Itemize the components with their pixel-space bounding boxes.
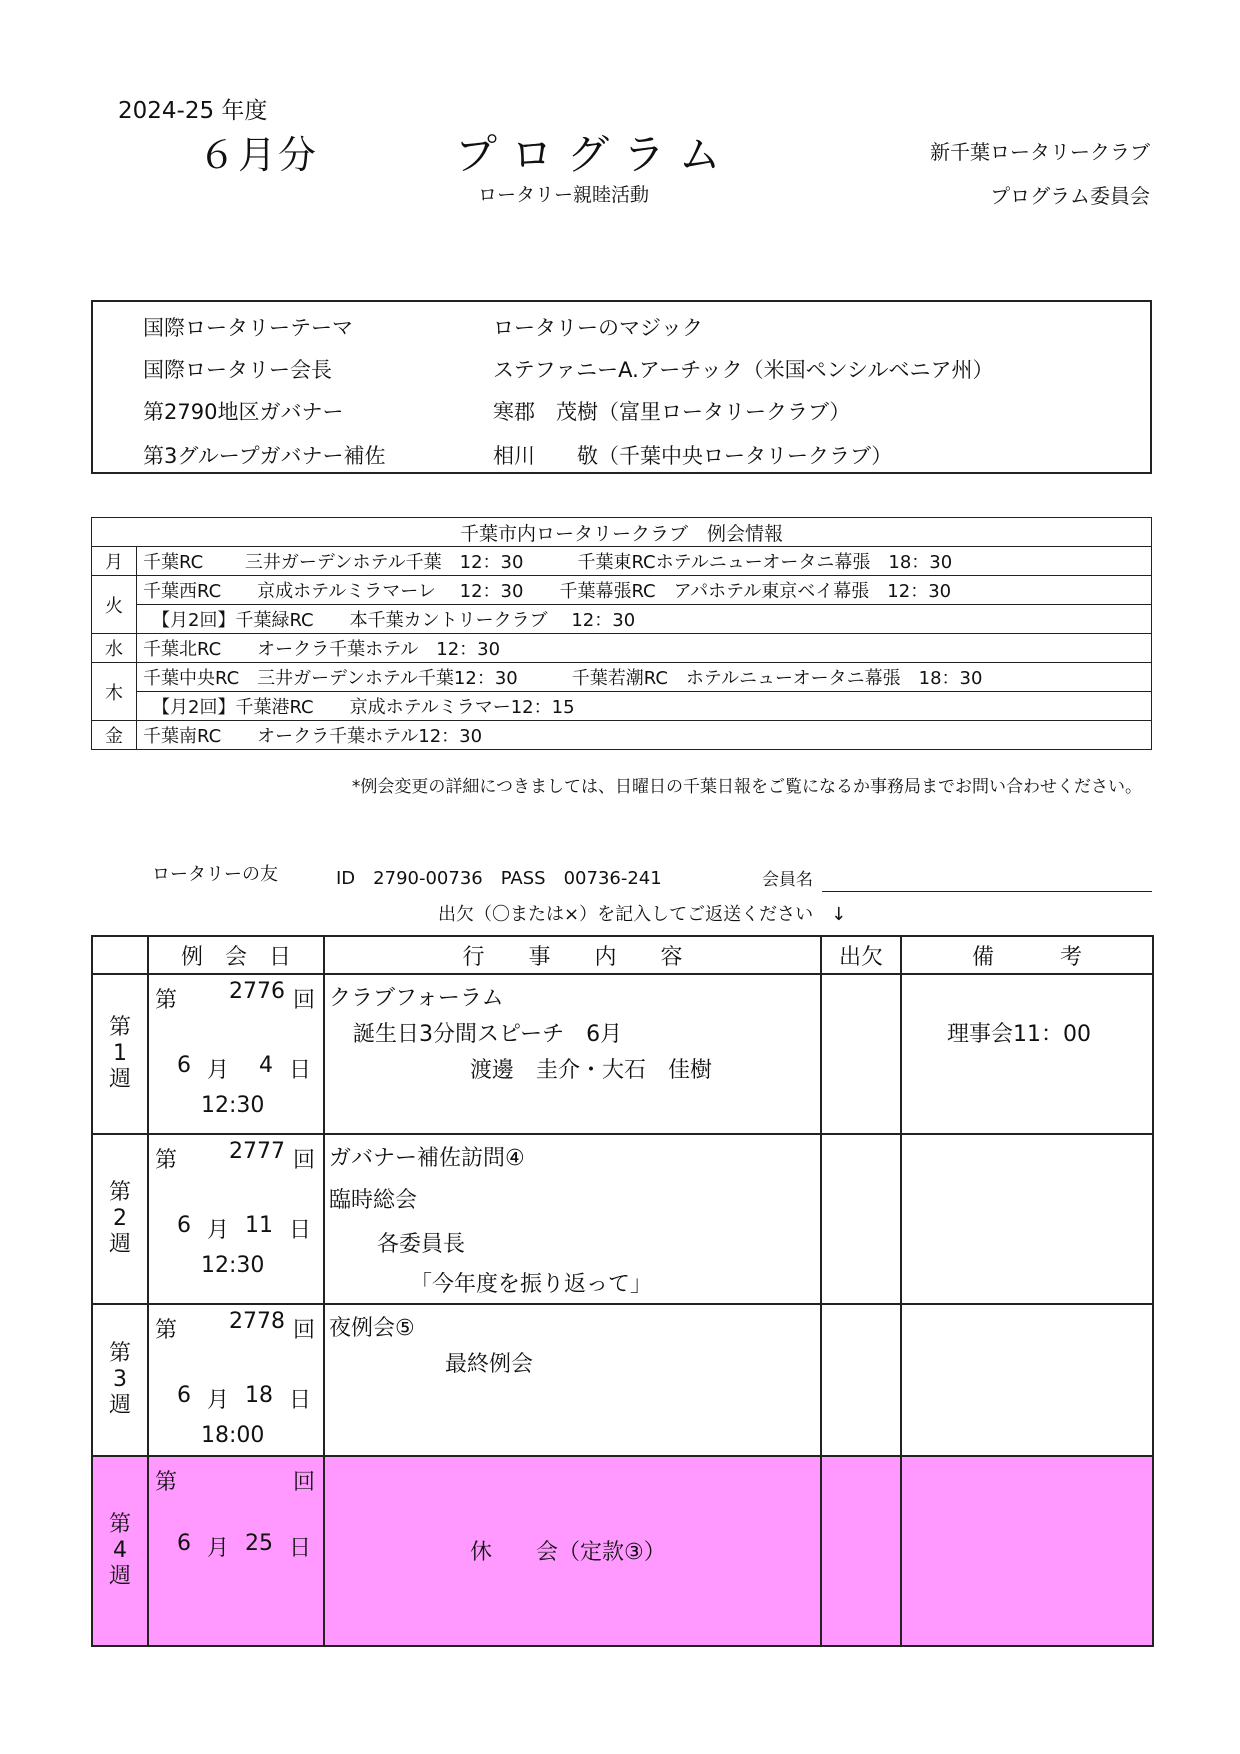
theme-key: 第3グループガバナー補佐	[143, 444, 386, 468]
week-number: 4	[113, 1538, 127, 1563]
attendance-cell[interactable]	[821, 974, 901, 1134]
event-content-cell	[324, 1304, 821, 1456]
event-content-cell	[324, 1456, 821, 1646]
page-subtitle: ロータリー親睦活動	[478, 184, 650, 206]
dai-char: 第	[155, 1148, 178, 1173]
meeting-cell: 千葉RC 三井ガーデンホテル千葉 12：30 千葉東RCホテルニューオータニ幕張 18：30	[137, 547, 1152, 576]
meeting-cell: 千葉南RC オークラ千葉ホテル12：30	[137, 721, 1152, 750]
week-char: 週	[108, 1393, 131, 1418]
meeting-month: 6	[177, 1053, 191, 1078]
meeting-time: 12:30	[201, 1253, 265, 1278]
meeting-date-cell	[148, 974, 324, 1134]
theme-key: 第2790地区ガバナー	[143, 400, 344, 424]
week-char: 第	[108, 1512, 131, 1537]
table-row	[92, 663, 1152, 692]
meeting-cell: 【月2回】千葉緑RC 本千葉カントリークラブ 12：30	[137, 605, 1152, 634]
week-char: 週	[108, 1232, 131, 1257]
theme-value: ロータリーのマジック	[493, 316, 703, 340]
meeting-month: 6	[177, 1531, 191, 1556]
kai-char: 回	[292, 1470, 315, 1495]
committee-name: プログラム委員会	[990, 184, 1150, 208]
meeting-day: 4	[259, 1053, 273, 1078]
event-item: ガバナー補佐訪問④	[329, 1146, 525, 1171]
nichi-char: 日	[288, 1388, 311, 1413]
week-char: 週	[108, 1067, 131, 1092]
table-row	[92, 576, 1152, 605]
table-row	[92, 605, 1152, 634]
schedule-table	[91, 935, 1154, 1647]
theme-key: 国際ロータリーテーマ	[143, 316, 353, 340]
meeting-note: *例会変更の詳細につきましては、日曜日の千葉日報をご覧になるか事務局までお問い合わせください。	[351, 777, 1142, 797]
theme-key: 国際ロータリー会長	[143, 358, 332, 382]
theme-row	[143, 440, 892, 470]
meeting-number: 2778	[229, 1309, 285, 1334]
table-row	[92, 974, 1153, 1134]
theme-value: 寒郡 茂樹（富里ロータリークラブ）	[493, 400, 851, 424]
meeting-day: 11	[245, 1213, 273, 1238]
nichi-char: 日	[288, 1058, 311, 1083]
event-item: 臨時総会	[329, 1188, 418, 1213]
remarks-cell	[901, 1134, 1153, 1304]
week-char: 週	[108, 1564, 131, 1589]
theme-row	[143, 312, 703, 342]
weekday-cell: 火	[92, 576, 137, 634]
event-item: 渡邊 圭介・大石 佳樹	[470, 1058, 713, 1083]
table-row	[92, 692, 1152, 721]
meeting-date-cell	[148, 1456, 324, 1646]
kai-char: 回	[292, 988, 315, 1013]
week-char: 第	[108, 1341, 131, 1366]
remarks-header: 備 考	[901, 936, 1153, 974]
attendance-cell[interactable]	[821, 1456, 901, 1646]
meeting-time: 12:30	[201, 1093, 265, 1118]
fiscal-year: 2024-25 年度	[118, 98, 268, 124]
weekday-cell: 金	[92, 721, 137, 750]
event-item: 誕生日3分間スピーチ 6月	[353, 1022, 623, 1047]
club-name: 新千葉ロータリークラブ	[930, 140, 1150, 164]
weekday-cell: 月	[92, 547, 137, 576]
attendance-header: 出欠	[821, 936, 901, 974]
theme-value: ステファニーA.アーチック（米国ペンシルベニア州）	[493, 358, 994, 382]
table-row	[92, 1304, 1153, 1456]
kai-char: 回	[292, 1148, 315, 1173]
meeting-month: 6	[177, 1213, 191, 1238]
event-item: 夜例会⑤	[329, 1316, 415, 1341]
meeting-cell: 【月2回】千葉港RC 京成ホテルミラマー12：15	[137, 692, 1152, 721]
attendance-instruction: 出欠（〇または×）を記入してご返送ください ↓	[438, 904, 847, 925]
remarks-text: 理事会11：00	[947, 1022, 1091, 1047]
week-label	[92, 1134, 148, 1304]
week-header	[92, 936, 148, 974]
table-row	[92, 634, 1152, 663]
table-row	[92, 1456, 1153, 1646]
event-content-cell	[324, 974, 821, 1134]
meeting-info-title: 千葉市内ロータリークラブ 例会情報	[92, 518, 1152, 547]
weekday-cell: 木	[92, 663, 137, 721]
remarks-cell	[901, 1456, 1153, 1646]
week-label	[92, 1456, 148, 1646]
meeting-date-cell	[148, 1304, 324, 1456]
member-name-field[interactable]	[822, 891, 1152, 892]
attendance-cell[interactable]	[821, 1304, 901, 1456]
month-label: ６月分	[198, 133, 319, 177]
kai-char: 回	[292, 1318, 315, 1343]
nichi-char: 日	[288, 1536, 311, 1561]
meeting-date-cell	[148, 1134, 324, 1304]
dai-char: 第	[155, 1318, 178, 1343]
page-title: プログラム	[455, 130, 735, 179]
event-item: クラブフォーラム	[329, 986, 504, 1011]
week-char: 第	[108, 1180, 131, 1205]
member-name-label: 会員名	[762, 870, 813, 890]
week-label	[92, 974, 148, 1134]
table-row	[92, 547, 1152, 576]
date-header: 例 会 日	[148, 936, 324, 974]
event-item: 「今年度を振り返って」	[410, 1272, 653, 1297]
rotary-friend-label: ロータリーの友	[152, 864, 278, 885]
week-char: 第	[108, 1015, 131, 1040]
weekday-cell: 水	[92, 634, 137, 663]
attendance-cell[interactable]	[821, 1134, 901, 1304]
remarks-cell	[901, 1304, 1153, 1456]
meeting-info-table	[91, 517, 1152, 750]
theme-box	[91, 300, 1152, 474]
theme-row	[143, 354, 994, 384]
theme-value: 相川 敬（千葉中央ロータリークラブ）	[493, 444, 893, 468]
meeting-cell: 千葉北RC オークラ千葉ホテル 12：30	[137, 634, 1152, 663]
dai-char: 第	[155, 988, 178, 1013]
meeting-number: 2777	[229, 1139, 285, 1164]
gatsu-char: 月	[207, 1218, 230, 1243]
remarks-cell	[901, 974, 1153, 1134]
meeting-month: 6	[177, 1383, 191, 1408]
event-item: 最終例会	[445, 1352, 534, 1377]
rotary-friend-credentials: ID 2790-00736 PASS 00736-241	[336, 868, 662, 889]
event-item: 各委員長	[377, 1232, 466, 1257]
table-row	[92, 721, 1152, 750]
week-label	[92, 1304, 148, 1456]
gatsu-char: 月	[207, 1058, 230, 1083]
meeting-number: 2776	[229, 979, 285, 1004]
gatsu-char: 月	[207, 1388, 230, 1413]
content-header: 行 事 内 容	[324, 936, 821, 974]
meeting-cell: 千葉西RC 京成ホテルミラマーレ 12：30 千葉幕張RC アパホテル東京ベイ幕張 12：30	[137, 576, 1152, 605]
meeting-day: 18	[245, 1383, 273, 1408]
theme-row	[143, 396, 850, 426]
week-number: 1	[113, 1041, 127, 1066]
event-content-cell	[324, 1134, 821, 1304]
week-number: 2	[113, 1206, 127, 1231]
dai-char: 第	[155, 1470, 178, 1495]
meeting-time: 18:00	[201, 1423, 265, 1448]
meeting-day: 25	[245, 1531, 273, 1556]
gatsu-char: 月	[207, 1536, 230, 1561]
week-number: 3	[113, 1367, 127, 1392]
nichi-char: 日	[288, 1218, 311, 1243]
table-row	[92, 1134, 1153, 1304]
event-item: 休 会（定款③）	[470, 1540, 666, 1565]
meeting-cell: 千葉中央RC 三井ガーデンホテル千葉12：30 千葉若潮RC ホテルニューオータニ幕張 18：30	[137, 663, 1152, 692]
